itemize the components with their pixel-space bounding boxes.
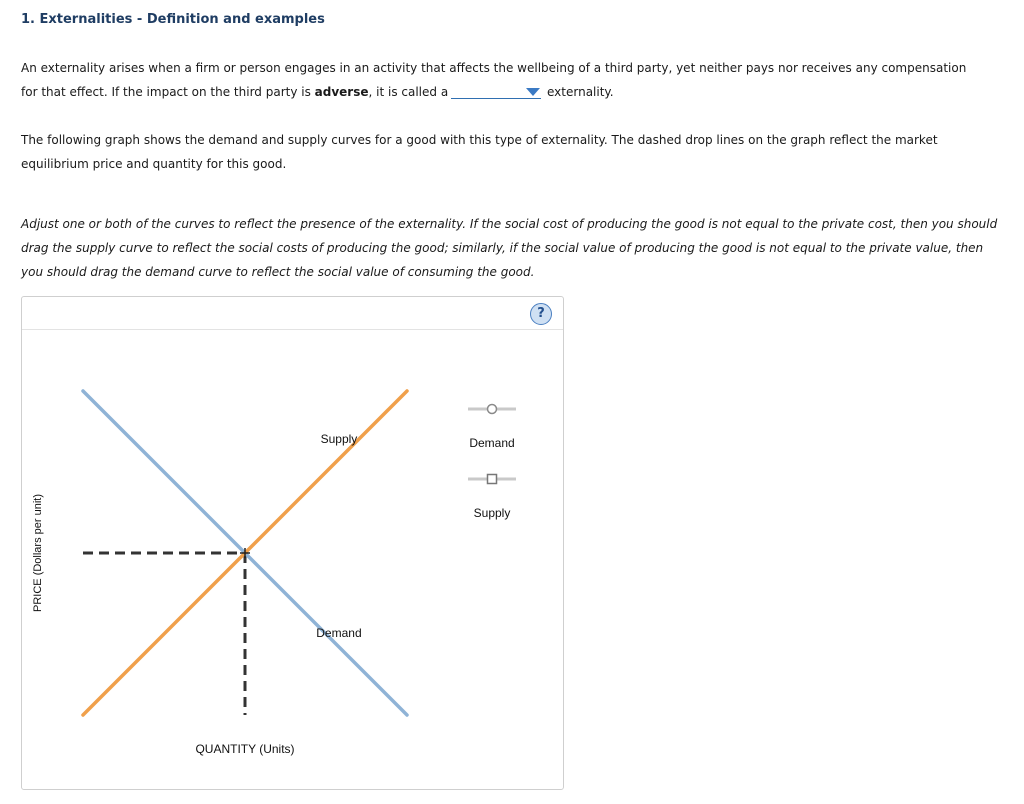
supply-curve-label: Supply bbox=[320, 431, 358, 446]
paragraph-instructions: Adjust one or both of the curves to reflect the presence of the externality. If the social cost of producing the good is not equal to the private cost, then you should drag the supply curve to reflect the social costs of producing the good; similarly, if the social value of producing the good is not equal to the private value, then you should drag the demand curve to reflect the social value of consuming the good. bbox=[21, 217, 998, 279]
bold-adverse: adverse bbox=[314, 85, 369, 99]
demand-curve-label: Demand bbox=[316, 626, 362, 641]
externality-type-dropdown[interactable] bbox=[451, 84, 541, 99]
plot-area bbox=[83, 391, 407, 715]
square-marker-icon bbox=[488, 475, 497, 484]
question-title: 1. Externalities - Definition and examples bbox=[21, 12, 325, 27]
circle-marker-icon bbox=[488, 405, 497, 414]
legend-supply-label: Supply bbox=[473, 506, 511, 520]
legend-demand[interactable] bbox=[468, 405, 516, 451]
y-axis-label: PRICE (Dollars per unit) bbox=[32, 494, 44, 612]
paragraph-definition bbox=[21, 56, 981, 104]
paragraph-definition-mid: , it is called a bbox=[368, 85, 449, 99]
chart bbox=[22, 297, 563, 789]
graph-panel bbox=[21, 296, 564, 790]
legend bbox=[468, 405, 516, 521]
dropdown-arrow-icon bbox=[526, 88, 540, 96]
x-axis-label: QUANTITY (Units) bbox=[195, 742, 295, 756]
paragraph-definition-text: An externality arises when a firm or person engages in an activity that affects the wellbeing of a third party, yet neither pays nor receives any compensation for that effect. If the impact on the third party is bbox=[21, 61, 967, 99]
paragraph-definition-end: externality. bbox=[543, 85, 614, 99]
legend-demand-label: Demand bbox=[469, 436, 515, 450]
help-icon[interactable]: ? bbox=[530, 303, 552, 325]
paragraph-graph-description: The following graph shows the demand and supply curves for a good with this type of externality. The dashed drop lines on the graph reflect the market equilibrium price and quantity for this good. bbox=[21, 133, 938, 171]
legend-supply[interactable] bbox=[468, 475, 516, 521]
